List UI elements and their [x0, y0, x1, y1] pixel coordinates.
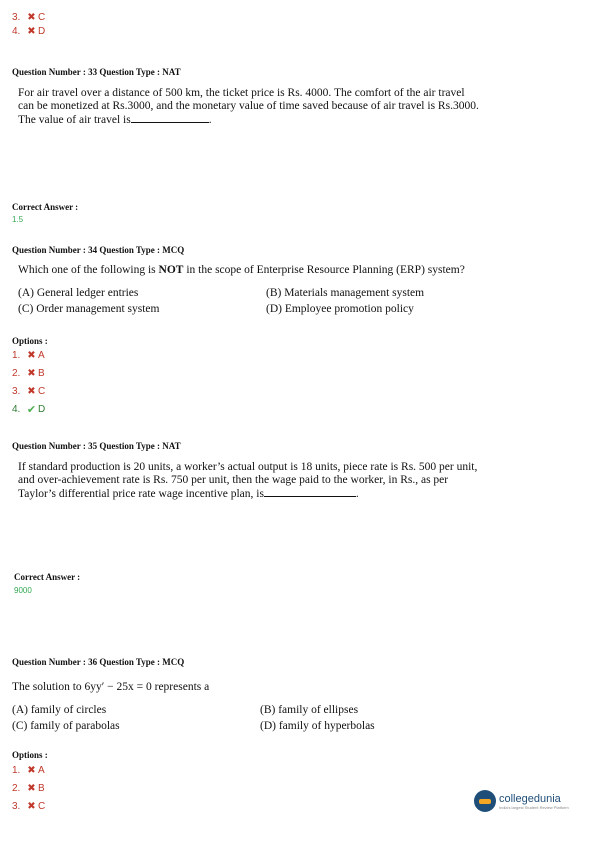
- answer-blank: [264, 487, 356, 497]
- question-text-line: The value of air travel is .: [18, 114, 212, 126]
- cross-icon: ✖: [27, 764, 36, 776]
- question-36-text: The solution to 6yy′ − 25x = 0 represents a: [12, 681, 210, 693]
- option-row: [12, 348, 45, 362]
- choice-d: (D) Employee promotion policy: [266, 303, 414, 315]
- option-letter: A: [38, 349, 45, 361]
- correct-answer-value: 1.5: [12, 215, 24, 224]
- question-33-header: Question Number : 33 Question Type : NAT: [12, 67, 181, 77]
- option-row: [12, 799, 45, 813]
- option-number: 3.: [12, 11, 21, 23]
- option-letter: B: [38, 367, 45, 379]
- option-letter: B: [38, 782, 45, 794]
- question-35-text: [18, 461, 583, 501]
- option-number: 3.: [12, 385, 21, 397]
- option-row: [12, 781, 45, 795]
- choice-d: (D) family of hyperbolas: [260, 720, 375, 732]
- choice-b: (B) Materials management system: [266, 287, 425, 299]
- choice-a: (A) General ledger entries: [18, 287, 139, 299]
- graduation-cap-icon: [474, 790, 496, 812]
- correct-answer-label: Correct Answer :: [14, 572, 81, 582]
- question-text-fragment: in the scope of Enterprise Resource Planning (ERP) system?: [183, 264, 465, 276]
- option-row: [12, 763, 45, 777]
- question-text-line: For air travel over a distance of 500 km, the ticket price is Rs. 4000. The comfort of the air travel: [18, 87, 465, 99]
- question-emphasis: NOT: [158, 264, 184, 276]
- option-letter: D: [38, 25, 46, 37]
- question-34-text: [18, 264, 578, 277]
- options-label: Options :: [12, 750, 48, 760]
- cross-icon: ✖: [27, 349, 36, 361]
- choice-c: (C) Order management system: [18, 303, 160, 315]
- option-row: [12, 366, 45, 380]
- question-text-line: can be monetized at Rs.3000, and the monetary value of time saved because of air travel is Rs.3000.: [18, 100, 479, 112]
- answer-blank: [131, 113, 209, 123]
- cross-icon: ✖: [27, 782, 36, 794]
- collegedunia-logo: [474, 790, 569, 812]
- question-34-header: Question Number : 34 Question Type : MCQ: [12, 245, 185, 255]
- option-letter: C: [38, 11, 46, 23]
- cross-icon: ✖: [27, 385, 36, 397]
- option-letter: D: [38, 403, 46, 415]
- question-text-line: If standard production is 20 units, a worker’s actual output is 18 units, piece rate is Rs. 500 per unit,: [18, 461, 478, 473]
- correct-answer-value: 9000: [14, 586, 32, 595]
- question-text-line: and over-achievement rate is Rs. 750 per unit, then the wage paid to the worker, in Rs., as per: [18, 474, 449, 486]
- prev-options: [12, 10, 45, 38]
- cross-icon: ✖: [27, 25, 36, 37]
- option-letter: C: [38, 800, 46, 812]
- option-letter: A: [38, 764, 45, 776]
- option-row: [12, 10, 45, 24]
- option-row: [12, 402, 45, 416]
- question-text-fragment: Taylor’s differential price rate wage incentive plan, is: [18, 488, 264, 500]
- question-text-line: Taylor’s differential price rate wage incentive plan, is .: [18, 488, 359, 500]
- option-letter: C: [38, 385, 46, 397]
- choice-c: (C) family of parabolas: [12, 720, 120, 732]
- option-number: 1.: [12, 349, 21, 361]
- logo-tagline: India's largest Student Review Platform: [499, 804, 569, 810]
- options-list: [12, 348, 45, 416]
- question-text-fragment: The value of air travel is: [18, 114, 131, 126]
- question-text-fragment: Which one of the following is: [18, 264, 159, 276]
- option-number: 4.: [12, 403, 21, 415]
- options-label: Options :: [12, 336, 48, 346]
- option-row: [12, 24, 45, 38]
- choice-b: (B) family of ellipses: [260, 704, 359, 716]
- question-36-header: Question Number : 36 Question Type : MCQ: [12, 657, 185, 667]
- option-number: 1.: [12, 764, 21, 776]
- cross-icon: ✖: [27, 11, 36, 23]
- cross-icon: ✖: [27, 800, 36, 812]
- logo-text: collegedunia: [499, 792, 561, 805]
- option-number: 2.: [12, 782, 21, 794]
- correct-answer-label: Correct Answer :: [12, 202, 79, 212]
- option-number: 4.: [12, 25, 21, 37]
- cross-icon: ✖: [27, 367, 36, 379]
- question-35-header: Question Number : 35 Question Type : NAT: [12, 441, 181, 451]
- option-number: 3.: [12, 800, 21, 812]
- choice-a: (A) family of circles: [12, 704, 107, 716]
- options-list: [12, 763, 45, 813]
- check-icon: ✔: [26, 403, 37, 416]
- option-number: 2.: [12, 367, 21, 379]
- question-33-text: [18, 87, 578, 127]
- option-row: [12, 384, 45, 398]
